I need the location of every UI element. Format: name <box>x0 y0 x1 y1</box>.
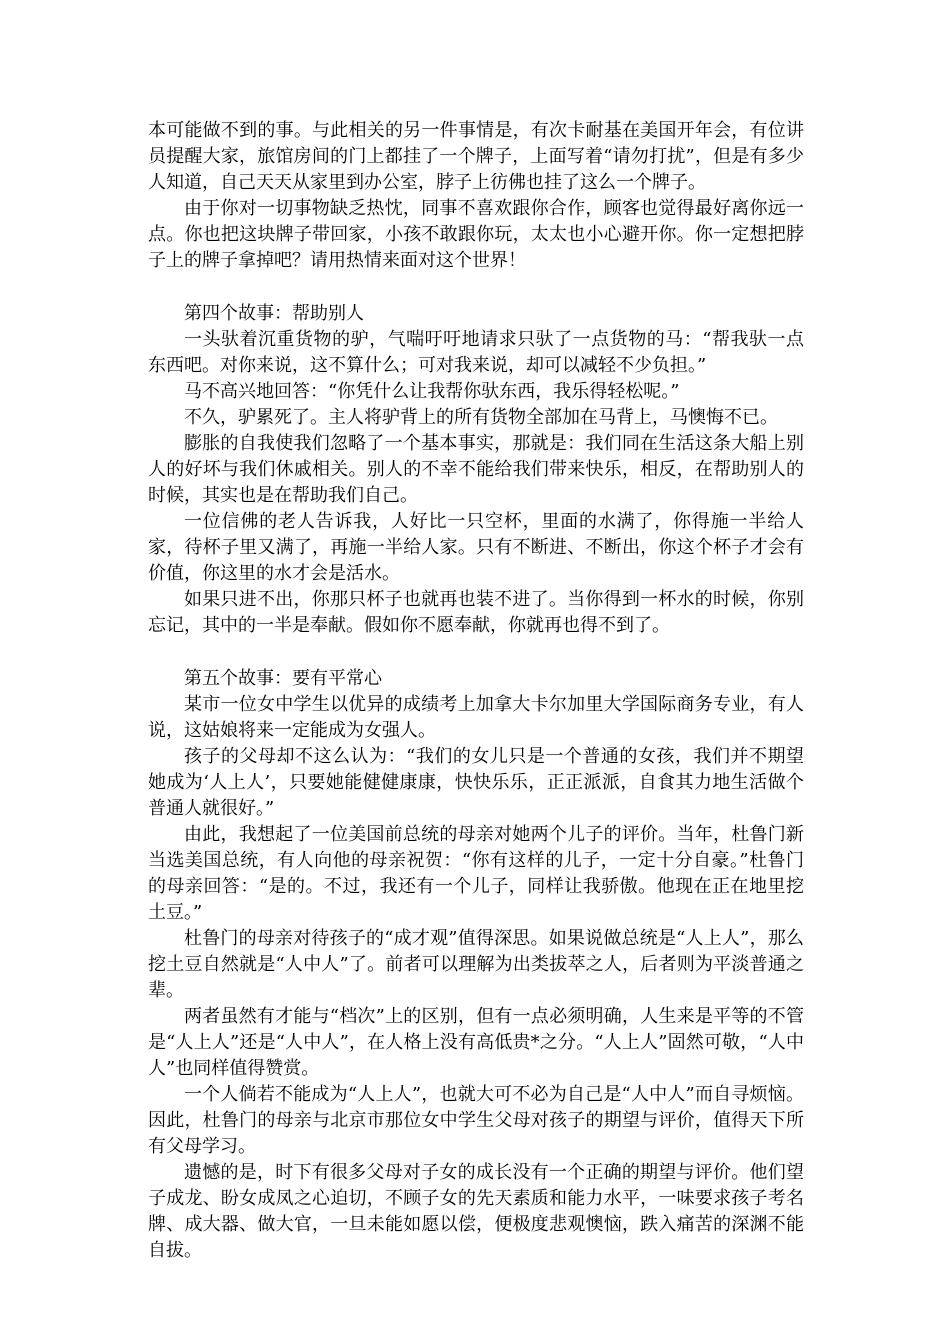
story-five-section <box>148 666 804 1264</box>
story-four-section <box>148 301 804 639</box>
paragraph: 一个人倘若不能成为“人上人”，也就大可不必为自己是“人中人”而自寻烦恼。因此，杜鲁门的母亲与北京市那位女中学生父母对孩子的期望与评价，值得天下所有父母学习。 <box>148 1084 804 1157</box>
paragraph: 如果只进不出，你那只杯子也就再也装不进了。当你得到一杯水的时候，你别忘记，其中的一半是奉献。假如你不愿奉献，你就再也得不到了。 <box>148 589 804 636</box>
paragraph: 两者虽然有才能与“档次”上的区别，但有一点必须明确，人生来是平等的不管是“人上人”还是“人中人”，在人格上没有高低贵*之分。“人上人”固然可敬，“人中人”也同样值得赞赏。 <box>148 1006 804 1079</box>
paragraph: 一头驮着沉重货物的驴，气喘吁吁地请求只驮了一点货物的马：“帮我驮一点东西吧。对你来说，这不算什么；可对我来说，却可以减轻不少负担。” <box>148 329 804 376</box>
paragraph: 马不高兴地回答：“你凭什么让我帮你驮东西，我乐得轻松呢。” <box>184 381 680 402</box>
paragraph: 不久，驴累死了。主人将驴背上的所有货物全部加在马背上，马懊悔不已。 <box>184 407 778 428</box>
paragraph: 由此，我想起了一位美国前总统的母亲对她两个儿子的评价。当年，杜鲁门新当选美国总统，有人向他的母亲祝贺：“你有这样的儿子，一定十分自豪。”杜鲁门的母亲回答：“是的。不过，我还有一个儿子，同样让我骄傲。他现在正在地里挖土豆。” <box>148 824 804 923</box>
paragraph: 杜鲁门的母亲对待孩子的“成才观”值得深思。如果说做总统是“人上人”，那么挖土豆自然就是“人中人”了。前者可以理解为出类拔萃之人，后者则为平淡普通之辈。 <box>148 928 804 1001</box>
section-heading: 第四个故事：帮助别人 <box>184 303 364 324</box>
paragraph: 遗憾的是，时下有很多父母对子女的成长没有一个正确的期望与评价。他们望子成龙、盼女成凤之心迫切，不顾子女的先天素质和能力水平，一味要求孩子考名牌、成大器、做大官，一旦未能如愿以偿，便极度悲观懊恼，跌入痛苦的深渊不能自拔。 <box>148 1162 804 1261</box>
intro-section <box>148 118 804 274</box>
paragraph: 膨胀的自我使我们忽略了一个基本事实，那就是：我们同在生活这条大船上别人的好坏与我们休戚相关。别人的不幸不能给我们带来快乐，相反，在帮助别人的时候，其实也是在帮助我们自己。 <box>148 433 804 506</box>
paragraph: 一位信佛的老人告诉我，人好比一只空杯，里面的水满了，你得施一半给人家，待杯子里又满了，再施一半给人家。只有不断进、不断出，你这个杯子才会有价值，你这里的水才会是活水。 <box>148 511 804 584</box>
paragraph: 由于你对一切事物缺乏热忱，同事不喜欢跟你合作，顾客也觉得最好离你远一点。你也把这块牌子带回家，小孩不敢跟你玩，太太也小心避开你。你一定想把脖子上的牌子拿掉吧？请用热情来面对这个世界！ <box>148 198 804 271</box>
paragraph: 本可能做不到的事。与此相关的另一件事情是，有次卡耐基在美国开年会，有位讲员提醒大家，旅馆房间的门上都挂了一个牌子，上面写着“请勿打扰”，但是有多少人知道，自己天天从家里到办公室，脖子上彷佛也挂了这么一个牌子。 <box>148 120 804 193</box>
paragraph: 某市一位女中学生以优异的成绩考上加拿大卡尔加里大学国际商务专业，有人说，这姑娘将来一定能成为女强人。 <box>148 694 804 741</box>
section-heading: 第五个故事：要有平常心 <box>184 668 382 689</box>
paragraph: 孩子的父母却不这么认为：“我们的女儿只是一个普通的女孩，我们并不期望她成为‘人上人’，只要她能健健康康，快快乐乐，正正派派，自食其力地生活做个普通人就很好。” <box>148 746 804 819</box>
